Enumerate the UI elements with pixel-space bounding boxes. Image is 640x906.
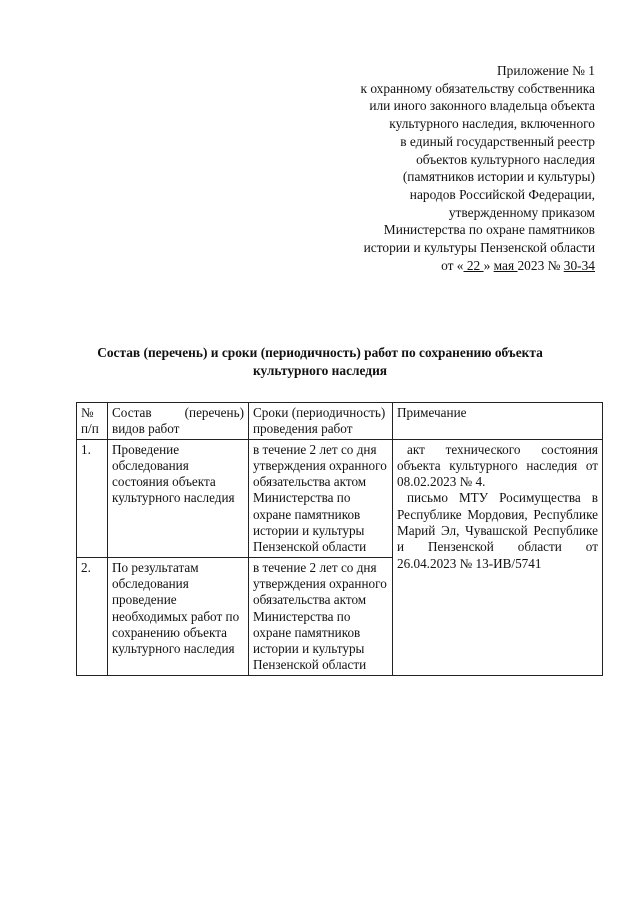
works-table — [76, 402, 603, 676]
note-act: акт технического состояния объекта культурного наследия от 08.02.2023 № 4. — [397, 441, 598, 490]
appendix-line: или иного законного владельца объекта — [369, 98, 595, 114]
appendix-line: Приложение № 1 — [496, 63, 595, 78]
appendix-line: утвержденному приказом — [448, 204, 595, 220]
appendix-line: истории и культуры Пензенской области — [363, 240, 595, 256]
header-terms: Сроки (периодичность) проведения работ — [249, 403, 393, 440]
appendix-line: культурного наследия, включенного — [389, 116, 595, 132]
header-composition-line2: видов работ — [112, 421, 180, 437]
row-term: в течение 2 лет со дня утверждения охранного обязательства актом Министерства по охране памятников истории и культуры Пензенской области — [249, 557, 393, 675]
order-date-line — [360, 257, 595, 275]
note-cell — [393, 439, 603, 675]
appendix-line: народов Российской Федерации, — [409, 186, 595, 202]
appendix-line: (памятников истории и культуры) — [402, 169, 595, 185]
row-term: в течение 2 лет со дня утверждения охранного обязательства актом Министерства по охране памятников истории и культуры Пензенской области — [249, 439, 393, 557]
appendix-line: к охранному обязательству собственника — [360, 80, 595, 96]
table-row — [77, 439, 603, 557]
row-num: 2. — [77, 557, 108, 675]
header-note: Примечание — [393, 403, 603, 440]
row-work: По результатам обследования проведение необходимых работ по сохранению объекта культурного наследия — [108, 557, 249, 675]
appendix-line: Министерства по охране памятников — [383, 222, 595, 238]
note-letter: письмо МТУ Росимущества в Республике Мордовия, Республике Марий Эл, Чувашской Республике и Пензенской области от 26.04.2023 № 13-ИВ/5741 — [397, 490, 598, 571]
row-work: Проведение обследования состояния объекта культурного наследия — [108, 439, 249, 557]
header-composition — [108, 403, 249, 440]
date-mid: » — [483, 257, 494, 273]
appendix-line: в единый государственный реестр — [400, 133, 595, 149]
document-title: Состав (перечень) и сроки (периодичность) работ по сохранению объекта культурного наследия — [97, 345, 543, 378]
header-num: № п/п — [77, 403, 108, 440]
order-day: 22 — [463, 257, 484, 273]
order-number: 30-34 — [563, 257, 595, 273]
header-composition-left: Состав — [112, 405, 152, 420]
table-header-row — [77, 403, 603, 440]
appendix-block — [360, 62, 595, 274]
date-prefix: от « — [441, 257, 464, 273]
appendix-line: объектов культурного наследия — [416, 151, 595, 167]
row-num: 1. — [77, 439, 108, 557]
header-composition-right: (перечень) — [184, 405, 244, 420]
order-year: 2023 № — [517, 257, 564, 273]
order-month: мая — [493, 257, 518, 273]
